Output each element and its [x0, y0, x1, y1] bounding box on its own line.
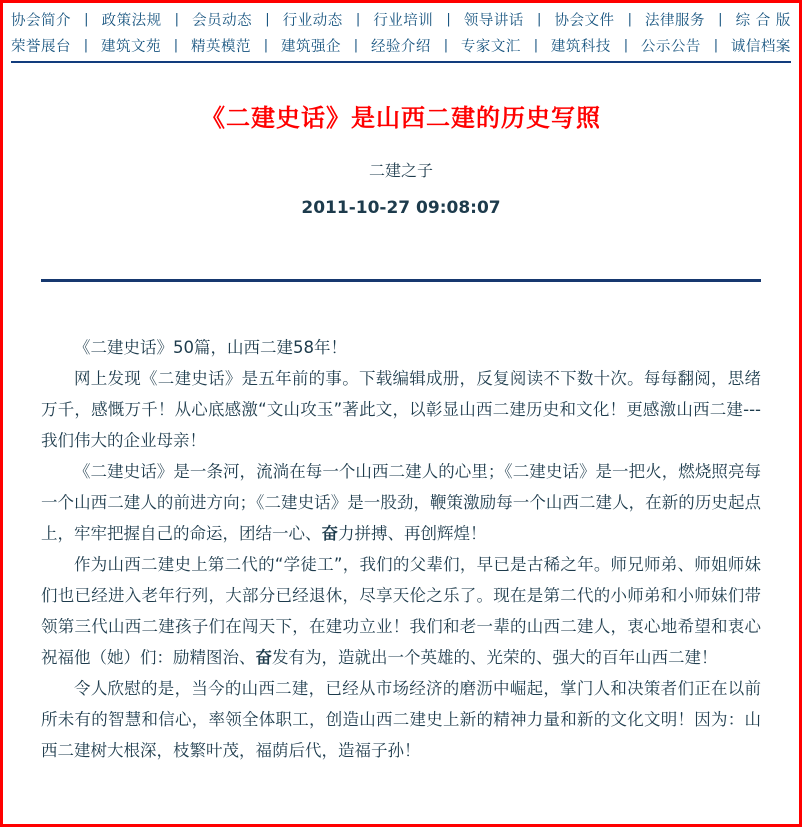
paragraph-text: 《二建史话》是一条河，流淌在每一个山西二建人的心里；《二建史话》是一把火，燃烧照亮每一个山西二建人的前进方向；《二建史话》是一股劲，鞭策激励每一个山西二建人，在新的历史起点上，牢牢把握自己的命运，团结一心、	[41, 462, 761, 543]
nav-item-2-5[interactable]: 经验介绍	[370, 38, 431, 55]
nav-item-1-1[interactable]: 协会简介	[11, 12, 71, 29]
nav-separator: |	[84, 11, 89, 27]
nav-item-2-8[interactable]: 公示公告	[640, 38, 701, 55]
nav-row-1	[11, 6, 791, 32]
paragraph-bold-text: 奋	[255, 648, 272, 667]
nav-separator: |	[446, 11, 451, 27]
nav-separator: |	[718, 11, 723, 27]
nav-separator: |	[713, 37, 719, 53]
nav-row-2	[11, 32, 791, 58]
nav-separator: |	[443, 37, 449, 53]
nav-item-1-4[interactable]: 行业动态	[282, 12, 343, 29]
nav-separator: |	[173, 37, 179, 53]
nav-item-1-7[interactable]: 协会文件	[554, 12, 615, 29]
article-author: 二建之子	[368, 161, 433, 180]
article-paragraph	[41, 673, 761, 766]
nav-item-1-6[interactable]: 领导讲话	[463, 12, 524, 29]
nav-item-2-6[interactable]: 专家文汇	[460, 38, 521, 55]
nav-underline	[11, 61, 791, 63]
nav-item-2-3[interactable]: 精英模范	[190, 38, 251, 55]
nav-separator: |	[536, 11, 542, 27]
article-paragraph	[41, 363, 761, 456]
paragraph-text: 网上发现《二建史话》是五年前的事。下载编辑成册，反复阅读不下数十次。每每翻阅，思绪万千，感慨万千！从心底感激“文山攻玉”著此文，以彰显山西二建历史和文化！更感激山西二建---我们伟大的企业母亲！	[41, 369, 761, 450]
paragraph-text: 令人欣慰的是，当今的山西二建，已经从市场经济的磨沥中崛起，掌门人和决策者们正在以前所未有的智慧和信心，率领全体职工，创造山西二建史上新的精神力量和新的文化文明！因为：山西二建树大根深，枝繁叶茂，福荫后代，造福子孙！	[41, 679, 761, 760]
nav-separator: |	[83, 37, 89, 53]
paragraph-text: 发有为，造就出一个英雄的、光荣的、强大的百年山西二建！	[272, 648, 718, 667]
nav-separator: |	[353, 37, 359, 53]
nav-separator: |	[174, 11, 180, 27]
paragraph-text: 作为山西二建史上第二代的“学徒工”，我们的父辈们，早已是古稀之年。师兄师弟、师姐师妹们也已经进入老年行列，大部分已经退休，尽享天伦之乐了。现在是第二代的小师弟和小师妹们带领第三代山西二建孩子们在闯天下，在建功立业！我们和老一辈的山西二建人，衷心地希望和衷心祝福他（她）们：励精图治、	[41, 555, 761, 667]
nav-item-1-9[interactable]: 综 合 版	[735, 12, 791, 29]
nav-separator: |	[265, 11, 270, 27]
paragraph-bold-text: 奋	[321, 524, 338, 543]
nav-item-1-3[interactable]: 会员动态	[192, 12, 253, 29]
article-paragraph	[41, 549, 761, 673]
nav-item-2-4[interactable]: 建筑强企	[280, 38, 341, 55]
nav-item-1-2[interactable]: 政策法规	[101, 12, 162, 29]
article-title: 《二建史话》是山西二建的历史写照	[201, 104, 601, 132]
nav-item-1-8[interactable]: 法律服务	[645, 12, 706, 29]
paragraph-text: 力拼搏、再创辉煌！	[338, 524, 487, 543]
article-body	[3, 282, 799, 766]
nav-separator: |	[263, 37, 269, 53]
nav-item-2-1[interactable]: 荣誉展台	[11, 38, 71, 55]
nav-separator: |	[623, 37, 629, 53]
nav-item-2-2[interactable]: 建筑文苑	[100, 38, 161, 55]
nav-item-2-9[interactable]: 诚信档案	[730, 38, 791, 55]
article-header	[3, 103, 799, 219]
article-paragraph	[41, 456, 761, 549]
article-date: 2011-10-27 09:08:07	[301, 198, 501, 218]
article-paragraph	[41, 332, 761, 363]
top-nav	[3, 3, 799, 63]
nav-separator: |	[627, 11, 632, 27]
nav-item-2-7[interactable]: 建筑科技	[550, 38, 611, 55]
nav-item-1-5[interactable]: 行业培训	[373, 12, 434, 29]
paragraph-text: 《二建史话》50篇，山西二建58年！	[74, 338, 347, 357]
nav-separator: |	[533, 37, 539, 53]
nav-separator: |	[355, 11, 361, 27]
